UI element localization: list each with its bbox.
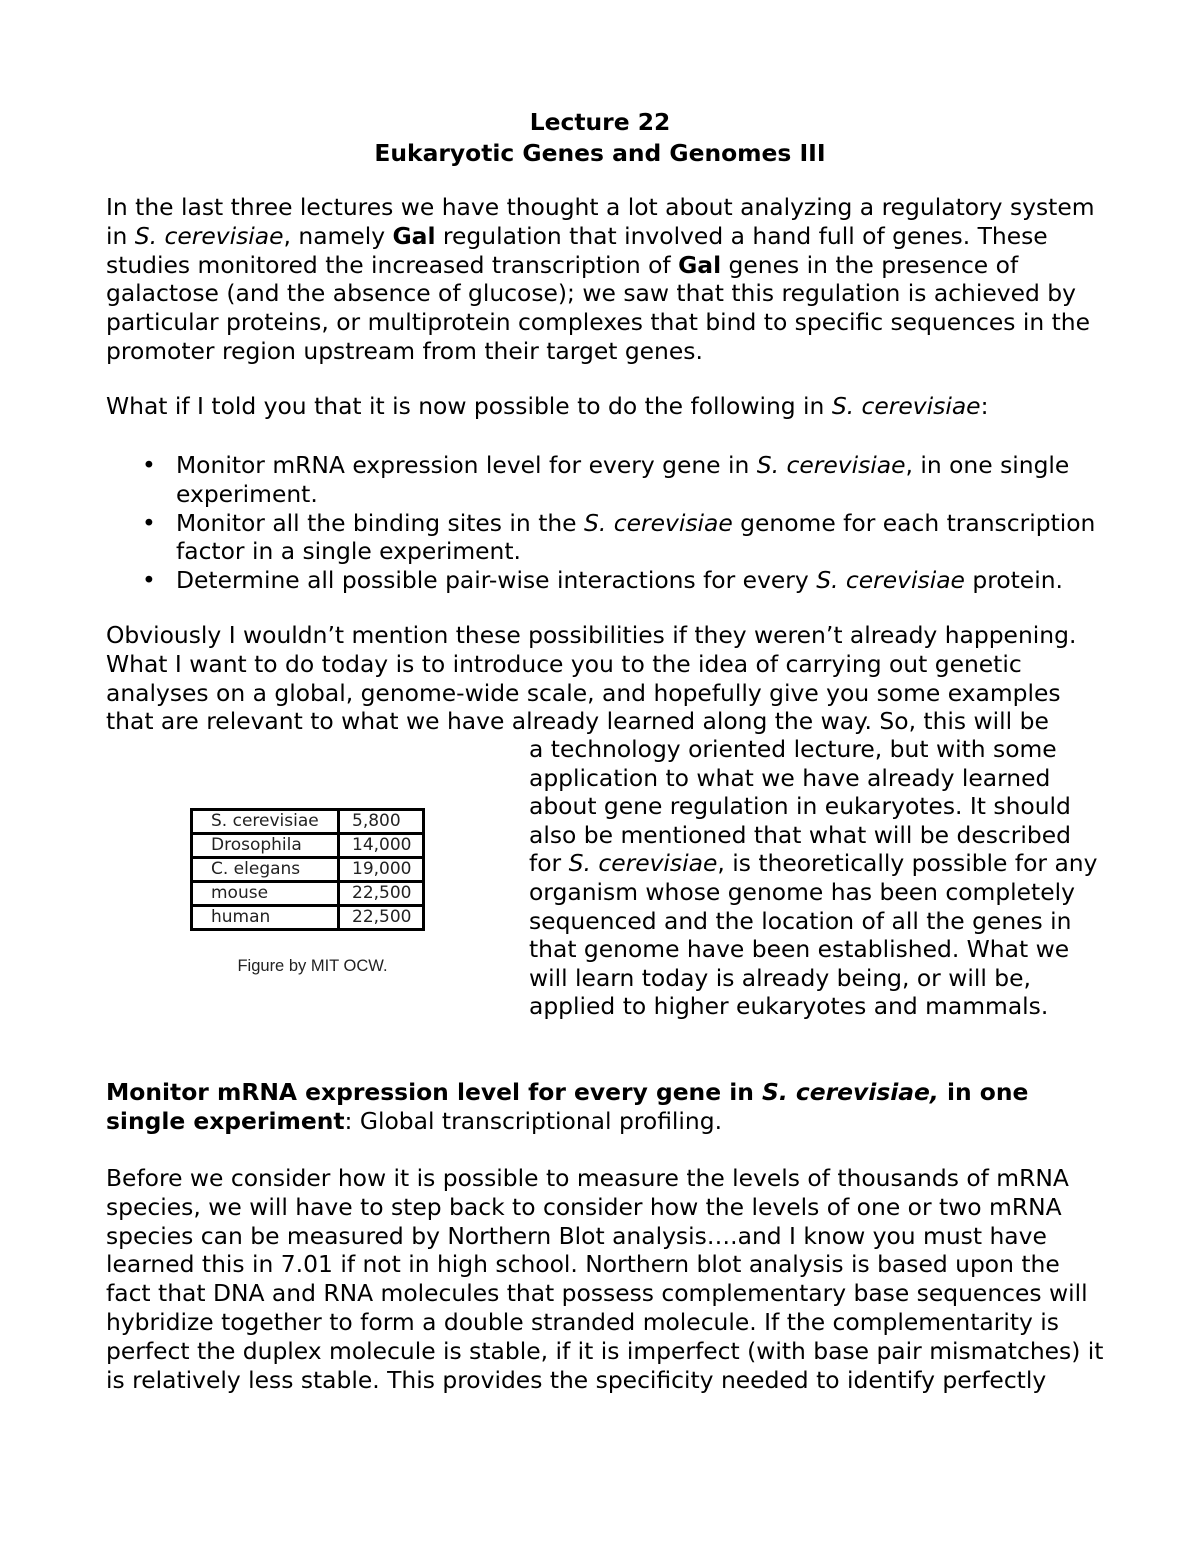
species-name: S. cerevisiae — [756, 451, 906, 479]
organism-cell: human — [192, 906, 339, 930]
species-name: S. cerevisiae — [584, 508, 733, 537]
possibilities-list — [106, 451, 1106, 595]
lecture-title: Eukaryotic Genes and Genomes III — [374, 139, 826, 167]
lecture-title-block — [0, 107, 1200, 169]
list-item: • Monitor all the binding sites in the S. cerevisiae genome for each transcription factor in a single experiment. — [142, 508, 1096, 566]
question-paragraph: What if I told you that it is now possible to do the following in S. cerevisiae: — [106, 392, 989, 420]
organism-cell: Drosophila — [192, 834, 339, 858]
overview-paragraph-continued: a technology oriented lecture, but with some application to what we have already learned about gene regulation in eukaryotes. It should also be mentioned that what will be described for S. cerevisiae, is theoretically possible for any organism whose genome has been completely sequenced and the location of all the genes in that genome have been established. What we will learn today is already being, or will be, applied to higher eukaryotes and mammals. — [529, 735, 1098, 1021]
section-heading-paragraph: Monitor mRNA expression level for every gene in S. cerevisiae, in one single experiment: Global transcriptional profiling. — [106, 1078, 1029, 1135]
table-row — [192, 882, 424, 906]
species-name: S. cerevisiae, — [762, 1078, 939, 1106]
section-heading: Monitor mRNA expression level for every gene in S. cerevisiae, in one single experiment — [106, 1078, 1029, 1135]
organism-cell: S. cerevisiae — [192, 810, 339, 834]
table-row — [192, 834, 424, 858]
organism-cell: C. elegans — [192, 858, 339, 882]
list-item: • Monitor mRNA expression level for every gene in S. cerevisiae, in one single experiment. — [142, 451, 1070, 508]
lecture-number: Lecture 22 — [529, 108, 671, 136]
gal-term: Gal — [678, 250, 722, 279]
gene-count-cell: 14,000 — [339, 834, 424, 858]
table-row — [192, 906, 424, 930]
gene-count-cell: 5,800 — [339, 810, 424, 834]
bullet-icon: • — [142, 566, 156, 595]
table-row — [192, 858, 424, 882]
gene-count-cell: 19,000 — [339, 858, 424, 882]
species-name: S. cerevisiae — [568, 849, 718, 878]
genome-size-figure — [190, 808, 425, 931]
table-row — [192, 810, 424, 834]
overview-paragraph: Obviously I wouldn’t mention these possibilities if they weren’t already happening. What I want to do today is to introduce you to the idea of carrying out genetic analyses on a global, genome-wide scale, and hopefully give you some examples that are relevant to what we have already learned along the way. So, this will be — [106, 621, 1077, 736]
gene-count-cell: 22,500 — [339, 906, 424, 930]
organism-cell: mouse — [192, 882, 339, 906]
figure-caption: Figure by MIT OCW. — [237, 957, 388, 975]
intro-paragraph: In the last three lectures we have thought a lot about analyzing a regulatory system in S. cerevisiae, namely Gal regulation that involved a hand full of genes. These studies monitored the increased transcription of Gal genes in the presence of galactose (and the absence of glucose); we saw that this regulation is achieved by particular proteins, or multiprotein complexes that bind to specific sequences in the promoter region upstream from their target genes. — [106, 193, 1095, 365]
species-name: S. cerevisiae — [816, 566, 965, 595]
gal-term: Gal — [392, 221, 436, 250]
gene-count-cell: 22,500 — [339, 882, 424, 906]
species-name: S. cerevisiae — [134, 221, 284, 250]
species-name: S. cerevisiae — [831, 392, 981, 420]
northern-blot-paragraph: Before we consider how it is possible to measure the levels of thousands of mRNA species, we will have to step back to consider how the levels of one or two mRNA species can be measured by Northern Blot analysis….and I know you must have learned this in 7.01 if not in high school. Northern blot analysis is based upon the fact that DNA and RNA molecules that possess complementary base sequences will hybridize together to form a double stranded molecule. If the complementarity is perfect the duplex molecule is stable, if it is imperfect (with base pair mismatches) it is relatively less stable. This provides the specificity needed to identify perfectly — [106, 1164, 1104, 1394]
list-item: • Determine all possible pair-wise interactions for every S. cerevisiae protein. — [142, 566, 1063, 595]
bullet-icon: • — [142, 508, 156, 537]
bullet-icon: • — [142, 451, 156, 479]
gene-count-table — [190, 808, 425, 931]
